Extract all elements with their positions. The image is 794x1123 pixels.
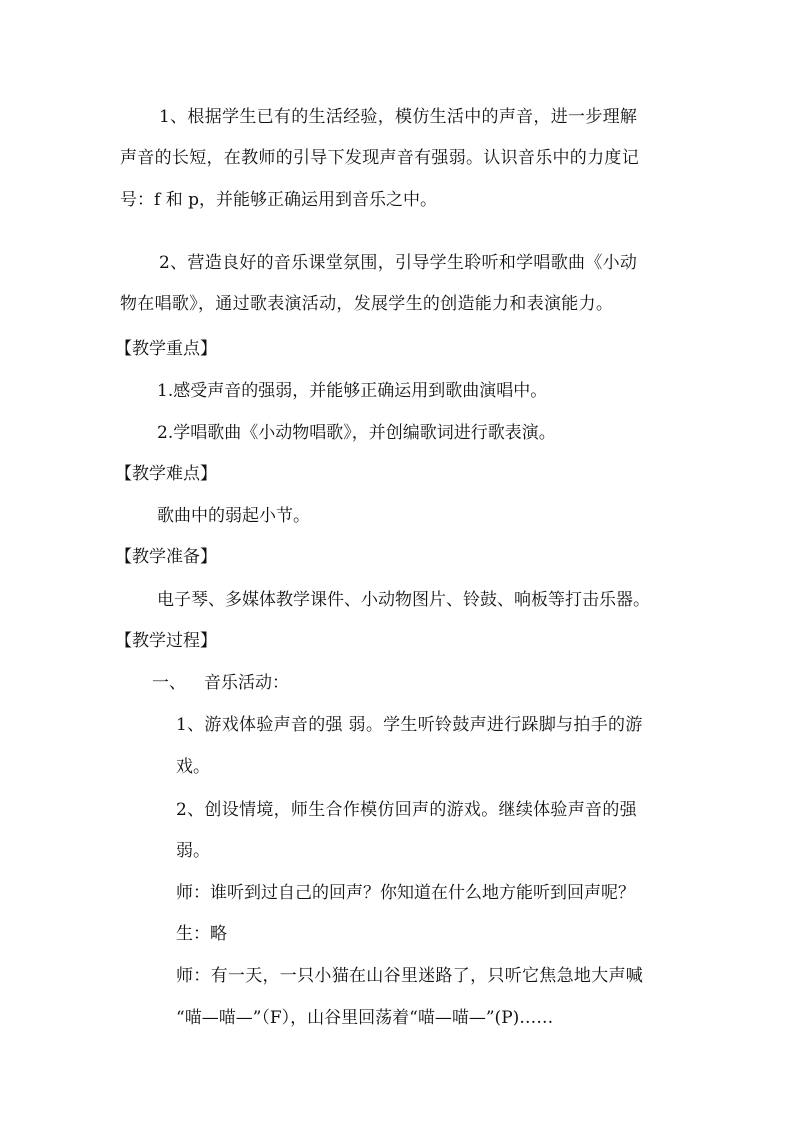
key-points-heading: 【教学重点】 — [115, 339, 217, 359]
difficulty-text: 歌曲中的弱起小节。 — [157, 506, 310, 526]
step-2-line-1: 2、创设情境，师生合作模仿回声的游戏。继续体验声音的强 — [176, 800, 637, 820]
section-1-number: 一、 — [152, 673, 186, 693]
teacher-question: 师：谁听到过自己的回声？你知道在什么地方能听到回声呢？ — [176, 883, 635, 903]
teacher-story-line-1: 师：有一天，一只小猫在山谷里迷路了，只听它焦急地大声喊 — [176, 966, 644, 986]
objective-1-line-3: 号：f 和 p，并能够正确运用到音乐之中。 — [120, 190, 437, 210]
objective-2-line-1: 2、营造良好的音乐课堂氛围，引导学生聆听和学唱歌曲《小动 — [159, 253, 638, 273]
objective-1-line-2: 声音的长短，在教师的引导下发现声音有强弱。认识音乐中的力度记 — [120, 148, 639, 168]
preparation-heading: 【教学准备】 — [115, 547, 217, 567]
objective-2-line-2: 物在唱歌》，通过歌表演活动，发展学生的创造能力和表演能力。 — [120, 294, 614, 314]
preparation-text: 电子琴、多媒体教学课件、小动物图片、铃鼓、响板等打击乐器。 — [157, 590, 650, 610]
section-1-title-line — [152, 673, 289, 693]
student-answer: 生：略 — [176, 924, 227, 944]
difficulties-heading: 【教学难点】 — [115, 464, 217, 484]
key-point-2: 2.学唱歌曲《小动物唱歌》，并创编歌词进行歌表演。 — [157, 423, 556, 443]
step-2-line-2: 弱。 — [176, 841, 210, 861]
step-1-line-1: 1、游戏体验声音的强 弱。学生听铃鼓声进行跺脚与拍手的游 — [176, 715, 643, 735]
process-heading: 【教学过程】 — [115, 631, 217, 651]
teacher-story-line-2: “喵—喵—”（F），山谷里回荡着“喵—喵—”(P)…… — [176, 1008, 554, 1028]
section-1-title: 音乐活动： — [204, 673, 289, 693]
objective-1-line-1: 1、根据学生已有的生活经验，模仿生活中的声音，进一步理解 — [159, 107, 638, 127]
step-1-line-2: 戏。 — [176, 757, 210, 777]
key-point-1: 1.感受声音的强弱，并能够正确运用到歌曲演唱中。 — [157, 381, 548, 401]
